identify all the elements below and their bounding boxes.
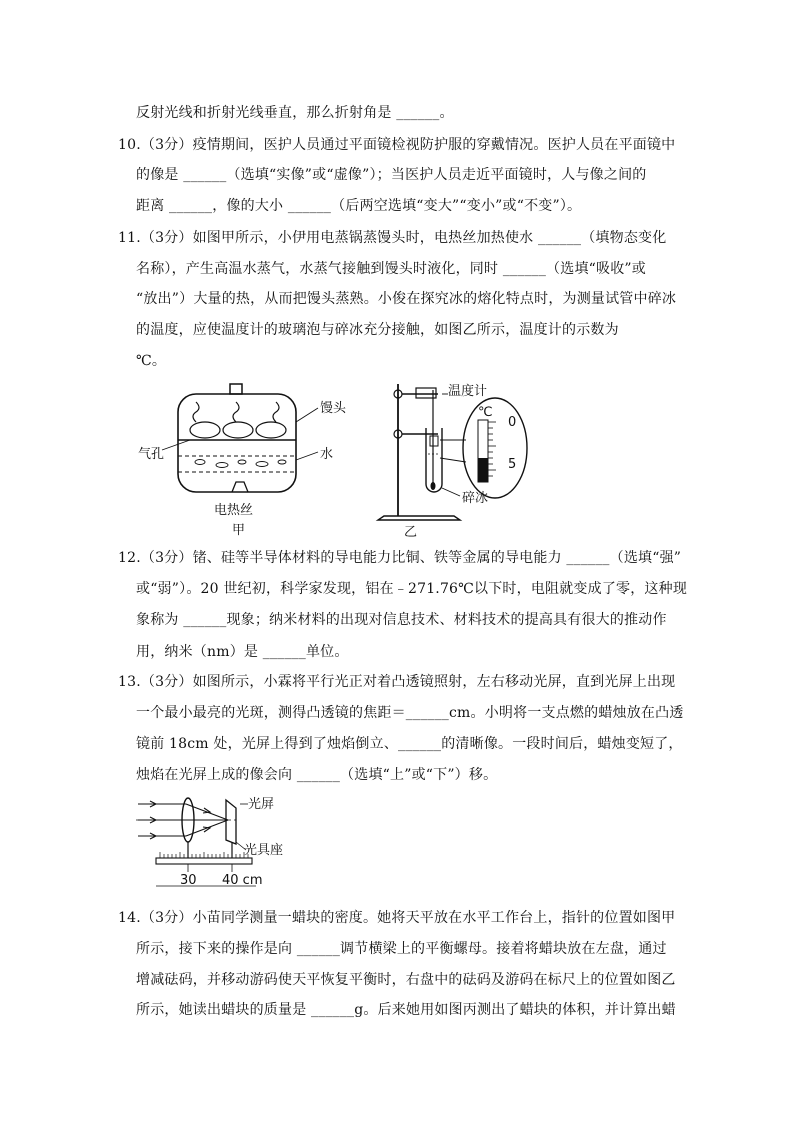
bubble: [216, 463, 228, 468]
figure-optical-bench: [136, 794, 306, 892]
steam-wave-1: [193, 402, 199, 422]
leader-mantou: [296, 408, 318, 422]
steam-wave-2: [233, 402, 239, 422]
label-screen: 光屏: [248, 797, 275, 812]
bubble: [256, 462, 268, 467]
steamer-diagram: [130, 378, 360, 538]
caption-yi: 乙: [404, 525, 418, 540]
thermometer-diagram: [370, 376, 540, 542]
label-40cm: 40 cm: [222, 873, 263, 888]
leader-water: [296, 452, 318, 460]
label-30: 30: [180, 873, 197, 888]
q12-line2: 或“弱”）。20 世纪初，科学家发现，铝在﹣271.76℃以下时，电阻就变成了零，这种现: [136, 581, 688, 597]
optical-bench-diagram: [136, 794, 306, 892]
zoom-circle: [463, 398, 527, 498]
bubble: [278, 460, 286, 464]
optical-bench: [156, 858, 252, 864]
label-heating-wire: 电热丝: [214, 503, 254, 518]
zoom-line-2: [440, 458, 466, 462]
q10-line3: 距离 ______，像的大小 ______（后两空选填“变大”“变小”或“不变”）。: [136, 198, 582, 214]
mantou-3: [256, 422, 286, 438]
q12-line3: 象称为 ______现象；纳米材料的出现对信息技术、材料技术的提高具有很大的推动作: [136, 612, 667, 628]
bubble: [195, 460, 205, 465]
q11-line5: ℃。: [136, 353, 167, 369]
thermo-ticks: [488, 422, 496, 476]
thermometer-bulb: [431, 482, 436, 490]
mantou-1: [190, 422, 220, 438]
q13-line1: 13.（3分）如图所示，小霖将平行光正对着凸透镜照射，左右移动光屏，直到光屏上出现: [118, 674, 676, 690]
label-qikong: 气孔: [138, 447, 165, 462]
figure-thermometer-setup: [370, 376, 540, 542]
q11-line1: 11.（3分）如图甲所示，小伊用电蒸锅蒸馒头时，电热丝加热使水 ______（填物态变化: [118, 230, 667, 246]
q14-line4: 所示，她读出蜡块的质量是 ______g。后来她用如图丙测出了蜡块的体积，并计算出蜡: [136, 1002, 676, 1018]
steamer-lid-knob: [230, 384, 242, 394]
figure-steamer: [130, 378, 360, 538]
q14-line1: 14.（3分）小苗同学测量一蜡块的密度。她将天平放在水平工作台上，指针的位置如图甲: [118, 910, 676, 926]
label-mantou: 馒头: [320, 401, 347, 416]
label-tick-5: 5: [508, 457, 517, 472]
q12-line1: 12.（3分）锗、硅等半导体材料的导电能力比铜、铁等金属的导电能力 ______（选填“强”: [118, 550, 682, 566]
thermo-liquid: [478, 458, 488, 482]
q11-line4: 的温度，应使温度计的玻璃泡与碎冰充分接触，如图乙所示，温度计的示数为: [136, 322, 619, 338]
label-bench: 光具座: [244, 843, 284, 858]
label-ice: 碎冰: [462, 491, 489, 506]
q9-tail: 反射光线和折射光线垂直，那么折射角是 ______。: [136, 105, 454, 121]
bubble: [238, 460, 246, 464]
steam-wave-3: [273, 402, 279, 422]
q11-line2: 名称），产生高温水蒸气，水蒸气接触到馒头时液化，同时 ______（选填“吸收”或: [136, 261, 646, 277]
label-celsius: ℃: [478, 405, 493, 420]
mantou-2: [223, 422, 253, 438]
q13-line2: 一个最小最亮的光斑，测得凸透镜的焦距＝______cm。小明将一支点燃的蜡烛放在凸透: [136, 705, 684, 721]
label-water: 水: [320, 447, 334, 462]
label-thermometer: 温度计: [448, 384, 488, 399]
q11-line3: “放出”）大量的热，从而把馒头蒸熟。小俊在探究冰的熔化特点时，为测量试管中碎冰: [136, 291, 677, 307]
ruler-ticks: [160, 850, 248, 858]
stand-base: [378, 516, 460, 520]
q13-line4: 烛焰在光屏上成的像会向 ______（选填“上”或“下”）移。: [136, 767, 498, 783]
q10-line1: 10.（3分）疫情期间，医护人员通过平面镜检视防护服的穿戴情况。医护人员在平面镜中: [118, 137, 676, 153]
label-tick-0: 0: [508, 415, 517, 430]
leader-ice: [442, 488, 460, 496]
heating-wire: [232, 482, 248, 492]
q12-line4: 用，纳米（nm）是 ______单位。: [136, 644, 349, 660]
caption-jia: 甲: [232, 523, 246, 538]
leader-qikong: [162, 440, 190, 450]
q14-line2: 所示，接下来的操作是向 ______调节横梁上的平衡螺母。接着将蜡块放在左盘，通过: [136, 941, 667, 957]
q10-line2: 的像是 ______（选填“实像”或“虚像”）；当医护人员走近平面镜时，人与像之间的: [136, 167, 647, 183]
q14-line3: 增减砝码，并移动游码使天平恢复平衡时，右盘中的砝码及游码在标尺上的位置如图乙: [136, 972, 676, 988]
q13-line3: 镜前 18cm 处，光屏上得到了烛焰倒立、______的清晰像。一段时间后，蜡烛变短了，: [136, 736, 683, 752]
light-screen: [226, 800, 236, 844]
thermo-marker: [430, 436, 438, 446]
